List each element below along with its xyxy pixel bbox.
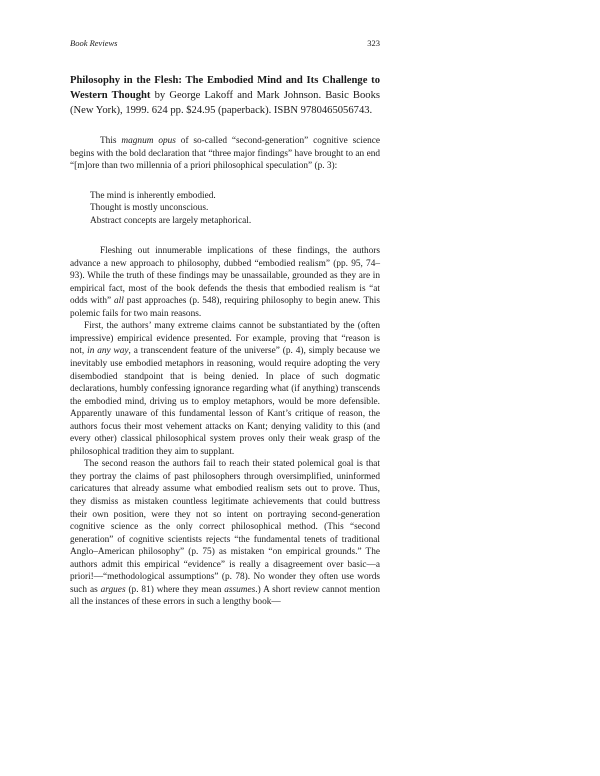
findings-list	[90, 190, 380, 228]
running-head	[70, 38, 380, 48]
para4-emphasis-1: argues	[100, 584, 126, 595]
para3-text-1: First, the authors’ many extreme claims cannot be substantiated by the (often impressive) empirical evidence presented. For example, proving that “reason is not,	[70, 321, 380, 357]
finding-item: The mind is inherently embodied.	[90, 190, 216, 201]
body-paragraph-3	[70, 320, 380, 458]
para4-text-3: .) A short review cannot mention all the instances of these errors in such a lengthy book—	[70, 584, 380, 608]
intro-text-2: of so-called “second-generation” cognitive science begins with the bold declaration that “three major findings” have brought to an end “[m]ore than two millennia of a priori philosophical speculation” (p. 3):	[70, 136, 380, 172]
page-number: 323	[367, 38, 380, 48]
para4-emphasis-2: assumes	[224, 584, 256, 595]
para4-text-2: (p. 81) where they mean	[125, 584, 225, 595]
body-paragraph-2	[70, 245, 380, 320]
finding-item: Abstract concepts are largely metaphorical.	[90, 216, 252, 227]
para2-text-2: past approaches (p. 548), requiring philosophy to begin anew. This polemic fails for two main reasons.	[70, 296, 380, 319]
para3-emphasis: in any way	[87, 346, 129, 357]
body-paragraph-4	[70, 458, 380, 609]
intro-text-1: This	[100, 136, 122, 146]
book-citation	[70, 73, 380, 118]
intro-paragraph	[70, 135, 380, 173]
para3-text-2: , a transcendent feature of the universe” (p. 4), simply because we inevitably use embodied metaphors in reasoning, would require adopting the very disembodied standpoint that is being denied. In place of such dogmatic declarations, humbly confessing ignorance regarding what (if anything) transcends the embodied mind, driving us to employ metaphors, would be more defensible. Apparently unaware of this fundamental lesson of Kant’s critique of reason, the authors focus their most vehement attacks on Kant; denying validity to this (and every other) classical philosophical system proves only their weak grasp of the philosophical tradition they aim to supplant.	[70, 346, 381, 457]
para4-text-1: The second reason the authors fail to reach their stated polemical goal is that they portray the claims of past philosophers through oversimplified, uninformed caricatures that already assume what embodied realism sets out to prove. Thus, they dismiss as mistaken countless legitimate achievements that could buttress their own position, were they not so intent on portraying second-generation cognitive science as the only correct philosophical method. (This “second generation” of cognitive scientists rejects “the fundamental tenets of traditional Anglo–American philosophy” (p. 75) as mistaken “on empirical grounds.” The authors admit this empirical “evidence” is really a disagreement over basic—a priori!—“methodological assumptions” (p. 78). No wonder they often use words such as	[70, 459, 380, 595]
para2-emphasis: all	[114, 296, 124, 307]
para2-text-1: Fleshing out innumerable implications of these findings, the authors advance a new approach to philosophy, dubbed “embodied realism” (pp. 95, 74–93). While the truth of these findings may be unassailable, grounded as they are in empirical fact, most of the book defends the thesis that embodied realism is “at odds with”	[70, 246, 380, 307]
book-details: by George Lakoff and Mark Johnson. Basic Books (New York), 1999. 624 pp. $24.95 (paperback). ISBN 9780465056743.	[70, 90, 380, 116]
book-title: Philosophy in the Flesh: The Embodied Mind and Its Challenge to Western Thought	[70, 75, 380, 101]
intro-emphasis: magnum opus	[121, 136, 176, 146]
section-title: Book Reviews	[70, 38, 118, 48]
book-review-page	[70, 38, 380, 609]
finding-item: Thought is mostly unconscious.	[90, 203, 209, 214]
